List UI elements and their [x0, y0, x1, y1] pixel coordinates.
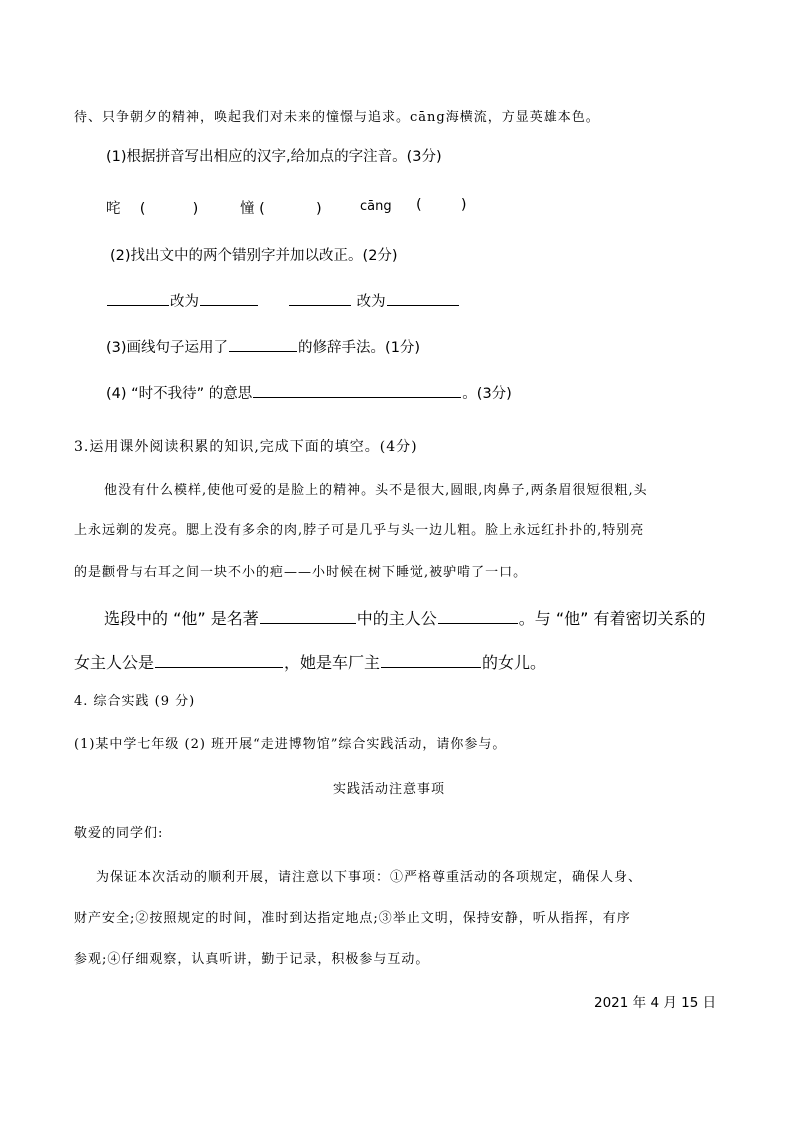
char-b: 憧 [240, 201, 255, 217]
q3-passage-line-2: 上永远剃的发亮。腮上没有多余的肉,脖子可是几乎与头一边儿粗。脸上永远红扑扑的,特别亮 [74, 523, 645, 538]
q3-fill-line-1: 选段中的 “他” 是名著 中的主人公 。与 “他” 有着密切关系的 [104, 609, 706, 628]
notice-body-line-2: 财产安全;②按照规定的时间，准时到达指定地点;③举止文明，保持安静，听从指挥，有序 [74, 911, 631, 926]
notice-body-line-3: 参观;④仔细观察，认真听讲，勤于记录，积极参与互动。 [74, 952, 430, 967]
q4-sub1: (1)某中学七年级 (2) 班开展“走进博物馆”综合实践活动，请你参与。 [74, 737, 507, 752]
q2-char-row-c [416, 197, 467, 213]
open-paren: ( [259, 201, 265, 217]
protagonist-blank[interactable] [438, 609, 518, 624]
gaiwei-1: 改为 [170, 294, 199, 310]
char-a: 咤 [106, 201, 121, 217]
notice-date: 2021 年 4 月 15 日 [594, 995, 717, 1011]
rhetoric-blank[interactable] [229, 337, 297, 352]
notice-body-line-1: 为保证本次活动的顺利开展，请注意以下事项：①严格尊重活动的各项规定，确保人身、 [96, 870, 643, 885]
q2-sub4: (4) “时不我待” 的意思 。(3分) [106, 382, 512, 403]
q2-sub3: (3)画线句子运用了 的修辞手法。(1分) [106, 336, 420, 357]
meaning-blank[interactable] [253, 383, 461, 398]
q2-sub1: (1)根据拼音写出相应的汉字,给加点的字注音。(3分) [106, 149, 442, 165]
gaiwei-2: 改为 [356, 294, 386, 310]
wrong-char-blank-1[interactable] [107, 291, 169, 306]
heroine-blank[interactable] [155, 653, 283, 668]
close-paren: ) [192, 201, 199, 217]
q3-passage-line-3: 的是颧骨与右耳之间一块不小的疤——小时候在树下睡觉,被驴啃了一口。 [74, 565, 528, 580]
intro-line: 待、只争朝夕的精神，唤起我们对未来的憧憬与追求。cāng海横流，方显英雄本色。 [74, 110, 600, 125]
pinyin-c: cāng [360, 199, 392, 214]
factory-owner-blank[interactable] [381, 653, 481, 668]
q2-sub2: (2)找出文中的两个错别字并加以改正。(2分) [110, 248, 398, 264]
open-paren: ( [139, 201, 146, 217]
wrong-char-blank-2[interactable] [289, 291, 351, 306]
close-paren: ) [316, 201, 322, 217]
open-paren: ( [416, 197, 422, 213]
notice-title: 实践活动注意事项 [333, 782, 446, 797]
q3-fill-line-2: 女主人公是 ，她是车厂主 的女儿。 [74, 653, 547, 672]
q3-passage-line-1: 他没有什么模样,使他可爱的是脸上的精神。头不是很大,圆眼,肉鼻子,两条眉很短很粗,头 [104, 483, 648, 498]
book-title-blank[interactable] [260, 609, 356, 624]
q2-correction-row-2 [288, 290, 460, 311]
correct-char-blank-1[interactable] [200, 291, 258, 306]
q4-title: 4. 综合实践 (9 分) [74, 694, 196, 709]
correct-char-blank-2[interactable] [387, 291, 459, 306]
q2-correction-row [106, 290, 259, 311]
q2-char-row-b [240, 197, 322, 218]
close-paren: ) [460, 197, 467, 213]
q2-char-row [106, 197, 198, 218]
notice-greeting: 敬爱的同学们: [74, 826, 164, 841]
q3-title: 3.运用课外阅读积累的知识,完成下面的填空。(4分) [74, 439, 418, 455]
